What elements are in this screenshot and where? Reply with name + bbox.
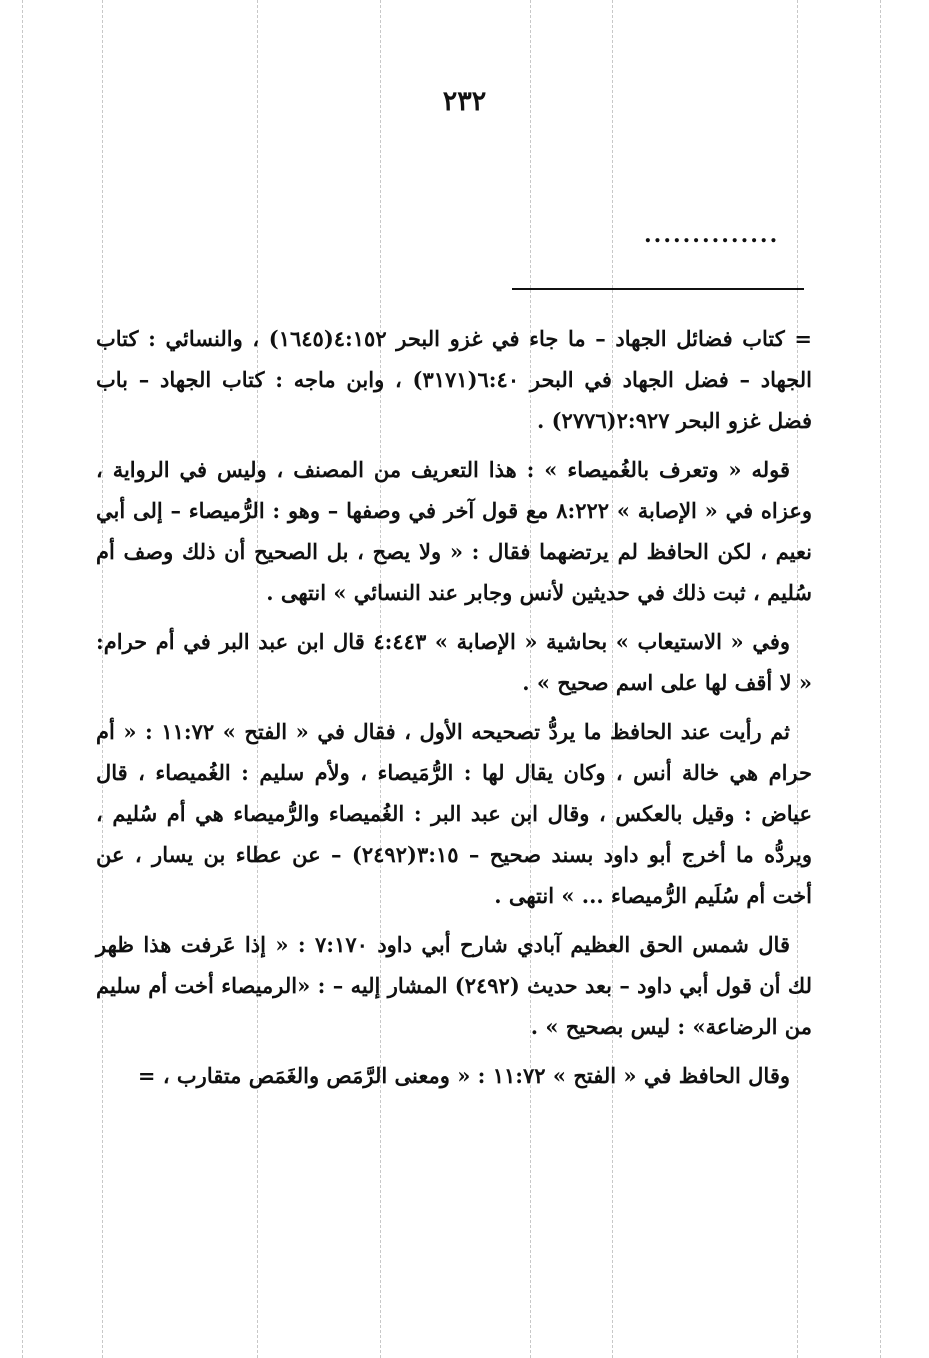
paragraph: وفي « الاستيعاب » بحاشية « الإصابة » ٤:٤٤٣ قال ابن عبد البر في أم حرام: « لا أقف لها على اسم صحيح » . <box>96 629 812 695</box>
ellipsis-marker: .............. <box>644 222 780 248</box>
paragraph: وقال الحافظ في « الفتح » ١١:٧٢ : « ومعنى الرَّمَص والغَمَص متقارب ، = <box>137 1063 790 1088</box>
paragraph: ثم رأيت عند الحافظ ما يردُّ تصحيحه الأول ، فقال في « الفتح » ١١:٧٢ : « أم حرام هي خالة أنس ، وكان يقال لها : الرُّمَيصاء ، ولأم سليم : الغُميصاء ، قال عياض : وقيل بالعكس ، وقال ابن عبد البر : الغُميصاء والرُّميصاء هي أم سُليم ، ويردُّه ما أخرج أبو داود بسند صحيح – ٣:١٥(٢٤٩٢) – عن عطاء بن يسار ، عن أخت أم سُلَيم الرُّميصاء ... » انتهى . <box>96 719 813 908</box>
guide-line <box>22 0 23 1358</box>
paragraph: = كتاب فضائل الجهاد – ما جاء في غزو البحر ٤:١٥٢(١٦٤٥) ، والنسائي : كتاب الجهاد – فضل الجهاد في البحر ٦:٤٠(٣١٧١) ، وابن ماجه : كتاب الجهاد – باب فضل غزو البحر ٢:٩٢٧(٢٧٧٦) . <box>96 326 812 433</box>
paragraph: قوله « وتعرف بالغُميصاء » : هذا التعريف من المصنف ، وليس في الرواية ، وعزاه في « الإصابة » ٨:٢٢٢ مع قول آخر في وصفها – وهو : الرُّميصاء – إلى أبي نعيم ، لكن الحافظ لم يرتضهما فقال : « ولا يصح ، بل الصحيح أن ذلك وصف أم سُليم ، ثبت ذلك في حديثين لأنس وجابر عند النسائي » انتهى . <box>96 457 812 605</box>
footnote-text <box>96 318 812 1104</box>
page-number: ٢٣٢ <box>442 86 487 117</box>
paragraph: قال شمس الحق العظيم آبادي شارح أبي داود ٧:١٧٠ : « إذا عَرفت هذا ظهر لك أن قول أبي داود – بعد حديث (٢٤٩٢) المشار إليه – : «الرميصاء أخت أم سليم من الرضاعة» : ليس بصحيح » . <box>96 932 812 1039</box>
footnote-separator <box>512 288 804 290</box>
guide-line <box>880 0 881 1358</box>
